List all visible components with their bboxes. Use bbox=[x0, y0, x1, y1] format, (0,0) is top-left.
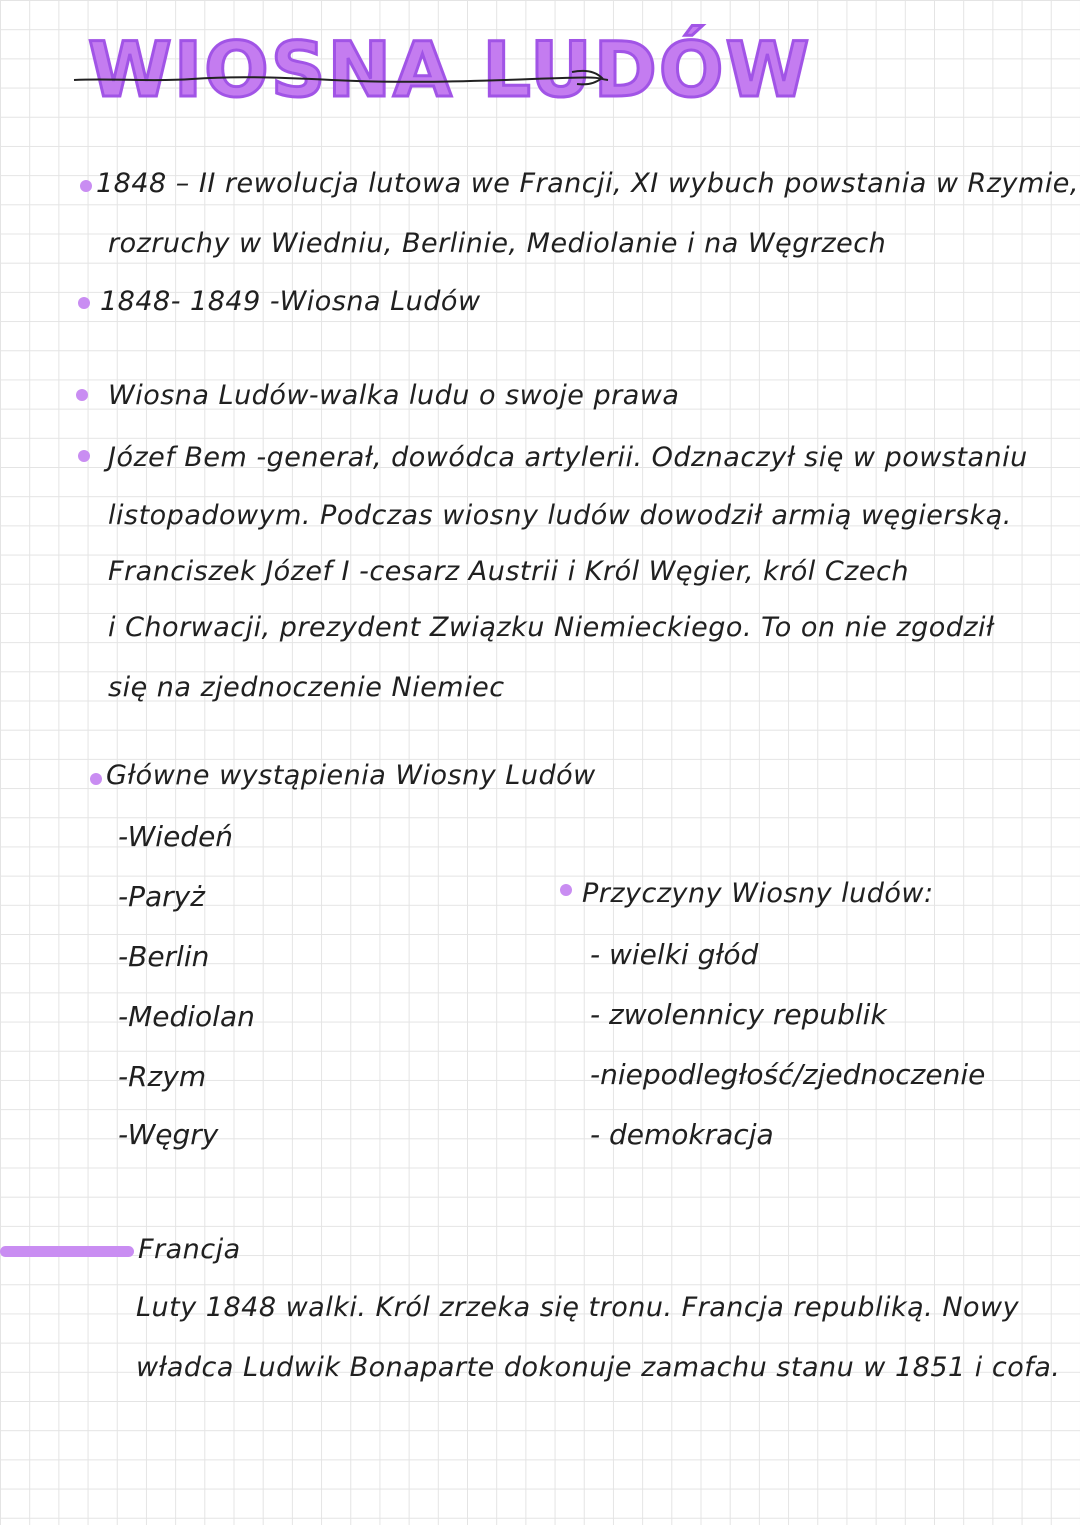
definition-line-5: i Chorwacji, prezydent Związku Niemieckiego. To on nie zgodził bbox=[108, 612, 995, 643]
section-heading-france: Francja bbox=[138, 1234, 241, 1265]
bullet-dot bbox=[76, 389, 88, 401]
bullet-dot bbox=[78, 450, 90, 462]
bullet-dot bbox=[560, 884, 572, 896]
main-events-heading: Główne wystąpienia Wiosny Ludów bbox=[106, 760, 596, 791]
list-item: -Rzym bbox=[118, 1060, 207, 1093]
list-item: -Mediolan bbox=[118, 1000, 255, 1033]
list-item: -Berlin bbox=[118, 940, 210, 973]
list-item: -Węgry bbox=[118, 1118, 219, 1151]
highlighter-stroke bbox=[0, 1246, 134, 1257]
definition-line-4: Franciszek Józef I -cesarz Austrii i Król Węgier, król Czech bbox=[108, 556, 909, 587]
bullet-dot bbox=[90, 773, 102, 785]
france-line-2: władca Ludwik Bonaparte dokonuje zamachu stanu w 1851 i cofa. bbox=[136, 1352, 1061, 1383]
intro-line-2: rozruchy w Wiedniu, Berlinie, Mediolanie i na Węgrzech bbox=[108, 228, 887, 259]
page-title: WIOSNA LUDÓW bbox=[88, 25, 812, 114]
list-item: - wielki głód bbox=[590, 938, 759, 971]
intro-line-1: 1848 – II rewolucja lutowa we Francji, XI wybuch powstania w Rzymie, bbox=[96, 168, 1079, 199]
definition-line-2: Józef Bem -generał, dowódca artylerii. Odznaczył się w powstaniu bbox=[108, 442, 1028, 473]
definition-line-1: Wiosna Ludów-walka ludu o swoje prawa bbox=[108, 380, 680, 411]
causes-heading: Przyczyny Wiosny ludów: bbox=[582, 878, 934, 909]
definition-line-6: się na zjednoczenie Niemiec bbox=[108, 672, 505, 703]
list-item: -Wiedeń bbox=[118, 820, 234, 853]
list-item: -niepodległość/zjednoczenie bbox=[590, 1058, 986, 1091]
list-item: - zwolennicy republik bbox=[590, 998, 887, 1031]
intro-line-3: 1848- 1849 -Wiosna Ludów bbox=[100, 286, 481, 317]
list-item: - demokracja bbox=[590, 1118, 774, 1151]
list-item: -Paryż bbox=[118, 880, 205, 913]
title-scribble bbox=[72, 58, 612, 98]
bullet-dot bbox=[80, 180, 92, 192]
definition-line-3: listopadowym. Podczas wiosny ludów dowodził armią węgierską. bbox=[108, 500, 1012, 531]
france-line-1: Luty 1848 walki. Król zrzeka się tronu. Francja republiką. Nowy bbox=[136, 1292, 1020, 1323]
bullet-dot bbox=[78, 297, 90, 309]
